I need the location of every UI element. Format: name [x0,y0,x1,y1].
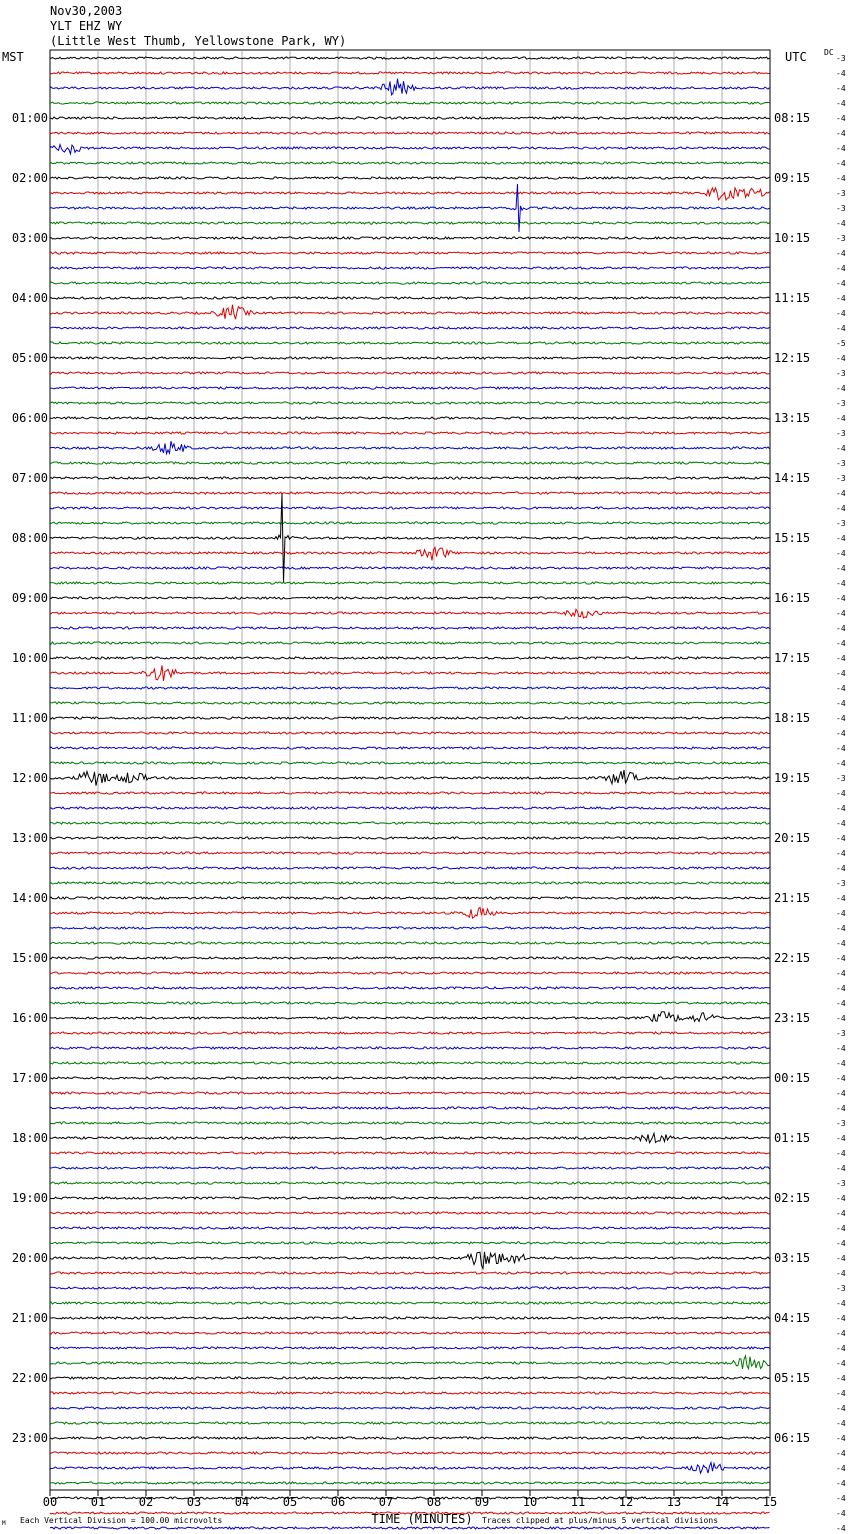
x-tick-label: 09 [474,1495,490,1509]
utc-hour-label: 22:15 [774,951,811,965]
x-tick-label: 00 [42,1495,58,1509]
dc-offset-label: -4 [836,219,846,228]
dc-offset-label: -4 [836,954,846,963]
seismic-trace [50,822,770,824]
plot-frame [50,50,770,1490]
dc-offset-label: -4 [836,1329,846,1338]
dc-offset-label: -4 [836,174,846,183]
dc-offset-label: -4 [836,654,846,663]
mst-hour-label: 22:00 [11,1371,48,1385]
dc-offset-label: -3 [836,189,846,198]
mst-hour-label: 01:00 [11,111,48,125]
seismic-trace [50,1152,770,1154]
x-tick-label: 15 [762,1495,778,1509]
seismic-trace [50,747,770,749]
seismic-trace [50,102,770,104]
dc-offset-label: -4 [836,969,846,978]
x-tick-label: 04 [234,1495,250,1509]
dc-offset-label: -4 [836,69,846,78]
mst-hour-label: 02:00 [11,171,48,185]
dc-offset-label: -4 [836,1374,846,1383]
seismic-trace [50,567,770,569]
utc-hour-label: 17:15 [774,651,811,665]
dc-offset-label: -4 [836,789,846,798]
dc-offset-label: -4 [836,1494,846,1503]
dc-offset-label: -4 [836,684,846,693]
dc-offset-label: -4 [836,729,846,738]
seismic-trace [50,1302,770,1304]
seismic-trace [50,117,770,119]
mst-hour-label: 20:00 [11,1251,48,1265]
utc-hour-label: 19:15 [774,771,811,785]
mst-hour-label: 10:00 [11,651,48,665]
dc-offset-label: -4 [836,609,846,618]
dc-offset-label: -4 [836,444,846,453]
seismic-trace [50,987,770,989]
dc-offset-label: -3 [836,369,846,378]
seismic-trace [50,402,770,404]
dc-offset-label: -4 [836,594,846,603]
seismic-trace [50,507,770,509]
dc-offset-label: -4 [836,279,846,288]
mst-hour-label: 06:00 [11,411,48,425]
seismic-trace [50,132,770,134]
dc-offset-label: -4 [836,864,846,873]
seismic-trace [50,282,770,284]
utc-hour-label: 11:15 [774,291,811,305]
mst-hour-label: 16:00 [11,1011,48,1025]
dc-offset-label: -4 [836,714,846,723]
x-tick-label: 05 [282,1495,298,1509]
dc-offset-label: -4 [836,894,846,903]
x-tick-label: 07 [378,1495,394,1509]
seismic-trace [50,57,770,59]
dc-offset-label: -4 [836,1314,846,1323]
seismic-trace [50,1392,770,1394]
seismic-trace [50,417,770,419]
dc-offset-label: -4 [836,1434,846,1443]
seismic-trace [50,1422,770,1424]
dc-offset-label: -3 [836,54,846,63]
x-tick-label: 03 [186,1495,202,1509]
utc-hour-label: 12:15 [774,351,811,365]
mst-hour-label: 21:00 [11,1311,48,1325]
dc-offset-label: -4 [836,1524,846,1533]
seismic-trace [50,972,770,974]
seismic-trace [50,642,770,644]
dc-offset-label: -4 [836,1254,846,1263]
dc-offset-label: -4 [836,1044,846,1053]
dc-offset-label: -4 [836,834,846,843]
seismic-trace [50,522,770,524]
mst-hour-label: 17:00 [11,1071,48,1085]
mst-hour-label: 03:00 [11,231,48,245]
seismic-trace [50,1212,770,1214]
mst-hour-label: 19:00 [11,1191,48,1205]
seismic-trace [50,1272,770,1274]
seismic-trace [50,1437,770,1439]
dc-offset-label: -4 [836,819,846,828]
dc-offset-label: -4 [836,159,846,168]
dc-offset-label: -4 [836,849,846,858]
dc-offset-label: -3 [836,459,846,468]
dc-offset-label: -3 [836,879,846,888]
seismic-trace [50,252,770,254]
trace-group [50,57,770,1534]
seismic-trace [50,897,770,899]
utc-hour-label: 06:15 [774,1431,811,1445]
dc-offset-label: -3 [836,429,846,438]
seismic-trace [50,1377,770,1379]
dc-offset-label: -4 [836,1224,846,1233]
seismic-trace [50,1497,770,1499]
dc-offset-label: -4 [836,1089,846,1098]
seismic-trace [50,1242,770,1244]
dc-offset-label: -4 [836,1149,846,1158]
dc-offset-label: -4 [836,249,846,258]
dc-offset-label: -4 [836,264,846,273]
dc-offset-label: -4 [836,1509,846,1518]
mst-hour-label: 15:00 [11,951,48,965]
dc-offset-label: -4 [836,1359,846,1368]
seismic-trace [50,1252,770,1269]
dc-offset-label: -4 [836,114,846,123]
dc-offset-label: -4 [836,804,846,813]
dc-offset-label: -3 [836,474,846,483]
seismic-trace [50,1332,770,1334]
dc-offset-label: -5 [836,339,846,348]
dc-offset-label: -4 [836,939,846,948]
utc-hour-label: 05:15 [774,1371,811,1385]
seismic-trace [50,477,770,479]
seismic-trace [50,372,770,374]
dc-offset-label: -4 [836,504,846,513]
seismic-trace [50,1287,770,1289]
utc-hour-label: 18:15 [774,711,811,725]
dc-offset-label: -4 [836,744,846,753]
seismic-trace [50,582,770,584]
minute-gridlines [50,50,770,1490]
mst-hour-label: 12:00 [11,771,48,785]
mst-hour-label: 11:00 [11,711,48,725]
mst-hour-label: 08:00 [11,531,48,545]
mst-hour-label: 23:00 [11,1431,48,1445]
seismic-trace [50,305,770,319]
dc-offset-label: -3 [836,204,846,213]
dc-offset-label: -4 [836,294,846,303]
dc-offset-label: -4 [836,129,846,138]
seismic-trace [50,792,770,794]
utc-hour-label: 04:15 [774,1311,811,1325]
dc-offset-label: -4 [836,1269,846,1278]
seismic-trace [50,717,770,719]
dc-offset-label: -4 [836,1239,846,1248]
dc-offset-label: -4 [836,1299,846,1308]
dc-offset-label: -4 [836,1194,846,1203]
dc-offset-label: -3 [836,1284,846,1293]
dc-offset-label: -4 [836,984,846,993]
dc-offset-label: -4 [836,909,846,918]
x-tick-label: 11 [570,1495,586,1509]
utc-hour-label: 15:15 [774,531,811,545]
dc-offset-label: -4 [836,759,846,768]
seismic-trace [50,907,770,918]
dc-offset-label: -4 [836,1479,846,1488]
x-tick-label: 06 [330,1495,346,1509]
utc-hour-label: 13:15 [774,411,811,425]
seismic-trace [50,1122,770,1124]
seismic-trace [50,1527,770,1529]
mst-hour-label: 05:00 [11,351,48,365]
seismic-trace [50,657,770,659]
location-label: (Little West Thumb, Yellowstone Park, WY) [50,34,347,48]
scale-note: Each Vertical Division = 100.00 microvolts [20,1516,223,1525]
mst-hour-label: 09:00 [11,591,48,605]
utc-hour-label: 02:15 [774,1191,811,1205]
mst-hour-labels [12,111,48,1445]
corner-mark: M [2,1520,6,1527]
dc-offset-label: -4 [836,1014,846,1023]
seismic-trace [50,609,770,618]
x-tick-label: 08 [426,1495,442,1509]
dc-offset-label: -4 [836,384,846,393]
mst-hour-label: 04:00 [11,291,48,305]
dc-offset-label: -4 [836,1464,846,1473]
seismic-trace [50,1356,770,1369]
dc-label: DC [824,48,834,57]
seismic-trace [50,162,770,164]
seismic-trace [50,1107,770,1109]
mst-hour-label: 18:00 [11,1131,48,1145]
seismic-trace [50,184,770,232]
x-tick-label: 10 [522,1495,538,1509]
dc-offset-label: -4 [836,699,846,708]
seismic-trace [50,462,770,464]
seismic-trace [50,1407,770,1409]
seismic-trace [50,1032,770,1034]
seismic-trace [50,1002,770,1004]
dc-offset-label: -4 [836,639,846,648]
seismic-trace [50,441,770,454]
dc-offset-label: -4 [836,1419,846,1428]
dc-offset-label: -3 [836,519,846,528]
seismic-trace [50,837,770,839]
utc-hour-label: 09:15 [774,171,811,185]
date-label: Nov30,2003 [50,4,123,18]
seismic-trace [50,1463,770,1474]
dc-offset-label: -4 [836,564,846,573]
seismic-trace [50,492,770,494]
x-axis-title: TIME (MINUTES) [371,1512,473,1526]
utc-hour-labels [774,111,810,1445]
seismic-trace [50,942,770,944]
dc-offset-label: -4 [836,999,846,1008]
seismic-trace [50,327,770,329]
seismic-trace [50,1482,770,1484]
seismic-trace [50,1227,770,1229]
dc-offset-label: -3 [836,774,846,783]
time-axis [43,1490,777,1509]
dc-offset-label: -4 [836,1449,846,1458]
utc-hour-label: 20:15 [774,831,811,845]
dc-offset-label: -4 [836,324,846,333]
seismic-trace [50,387,770,389]
seismic-trace [50,1347,770,1349]
seismic-trace [50,357,770,359]
dc-offset-label: -3 [836,399,846,408]
station-label: YLT EHZ WY [50,19,123,33]
seismic-trace [50,1317,770,1319]
seismic-trace [50,1092,770,1094]
seismic-trace [50,1133,770,1142]
seismic-trace [50,1167,770,1169]
dc-offset-label: -4 [836,309,846,318]
seismic-trace [50,493,770,583]
seismic-trace [50,79,770,95]
seismic-trace [50,867,770,869]
utc-hour-label: 00:15 [774,1071,811,1085]
seismic-trace [50,957,770,959]
seismic-trace [50,177,770,179]
dc-offset-labels [836,54,846,1534]
dc-offset-label: -4 [836,99,846,108]
seismic-trace [50,222,770,224]
seismic-trace [50,145,770,154]
seismic-trace [50,770,770,786]
seismic-trace [50,267,770,269]
utc-hour-label: 23:15 [774,1011,811,1025]
seismic-trace [50,597,770,599]
seismic-trace [50,1047,770,1049]
x-tick-label: 13 [666,1495,682,1509]
dc-offset-label: -4 [836,1344,846,1353]
seismic-trace [50,1012,770,1022]
clip-note: Traces clipped at plus/minus 5 vertical divisions [482,1516,719,1525]
seismic-trace [50,1182,770,1184]
utc-hour-label: 14:15 [774,471,811,485]
dc-offset-label: -3 [836,1119,846,1128]
seismic-trace [50,882,770,884]
dc-offset-label: -4 [836,534,846,543]
seismic-trace [50,188,770,200]
utc-hour-label: 16:15 [774,591,811,605]
mst-hour-label: 14:00 [11,891,48,905]
x-tick-label: 14 [714,1495,730,1509]
seismic-trace [50,687,770,689]
dc-offset-label: -4 [836,624,846,633]
seismic-trace [50,547,770,560]
dc-offset-label: -4 [836,549,846,558]
dc-offset-label: -4 [836,1074,846,1083]
dc-offset-label: -4 [836,144,846,153]
seismic-trace [50,72,770,74]
seismic-trace [50,297,770,299]
seismic-trace [50,665,770,681]
seismic-trace [50,807,770,809]
dc-offset-label: -4 [836,1104,846,1113]
dc-offset-label: -4 [836,1404,846,1413]
dc-offset-label: -3 [836,1179,846,1188]
dc-offset-label: -4 [836,489,846,498]
dc-offset-label: -4 [836,669,846,678]
seismic-trace [50,762,770,764]
mst-hour-label: 13:00 [11,831,48,845]
seismic-trace [50,1197,770,1199]
x-tick-label: 12 [618,1495,634,1509]
dc-offset-label: -4 [836,354,846,363]
dc-offset-label: -3 [836,234,846,243]
seismic-trace [50,627,770,629]
utc-axis-title: UTC [785,50,807,64]
seismic-trace [50,237,770,239]
seismic-trace [50,342,770,344]
utc-hour-label: 21:15 [774,891,811,905]
dc-offset-label: -4 [836,1389,846,1398]
utc-hour-label: 08:15 [774,111,811,125]
seismic-trace [50,1077,770,1079]
seismic-trace [50,852,770,854]
utc-hour-label: 10:15 [774,231,811,245]
dc-offset-label: -4 [836,1209,846,1218]
dc-offset-label: -4 [836,1059,846,1068]
dc-offset-label: -4 [836,1164,846,1173]
seismic-trace [50,927,770,929]
dc-offset-label: -4 [836,84,846,93]
dc-offset-label: -4 [836,924,846,933]
mst-hour-label: 07:00 [11,471,48,485]
x-tick-label: 02 [138,1495,154,1509]
dc-offset-label: -4 [836,414,846,423]
utc-hour-label: 01:15 [774,1131,811,1145]
seismic-trace [50,732,770,734]
dc-offset-label: -4 [836,1134,846,1143]
utc-hour-label: 03:15 [774,1251,811,1265]
x-tick-label: 01 [90,1495,106,1509]
dc-offset-label: -3 [836,1029,846,1038]
dc-offset-label: -4 [836,579,846,588]
mst-axis-title: MST [2,50,24,64]
seismic-trace [50,1062,770,1064]
seismic-trace [50,432,770,434]
seismic-trace [50,1452,770,1454]
seismic-trace [50,702,770,704]
